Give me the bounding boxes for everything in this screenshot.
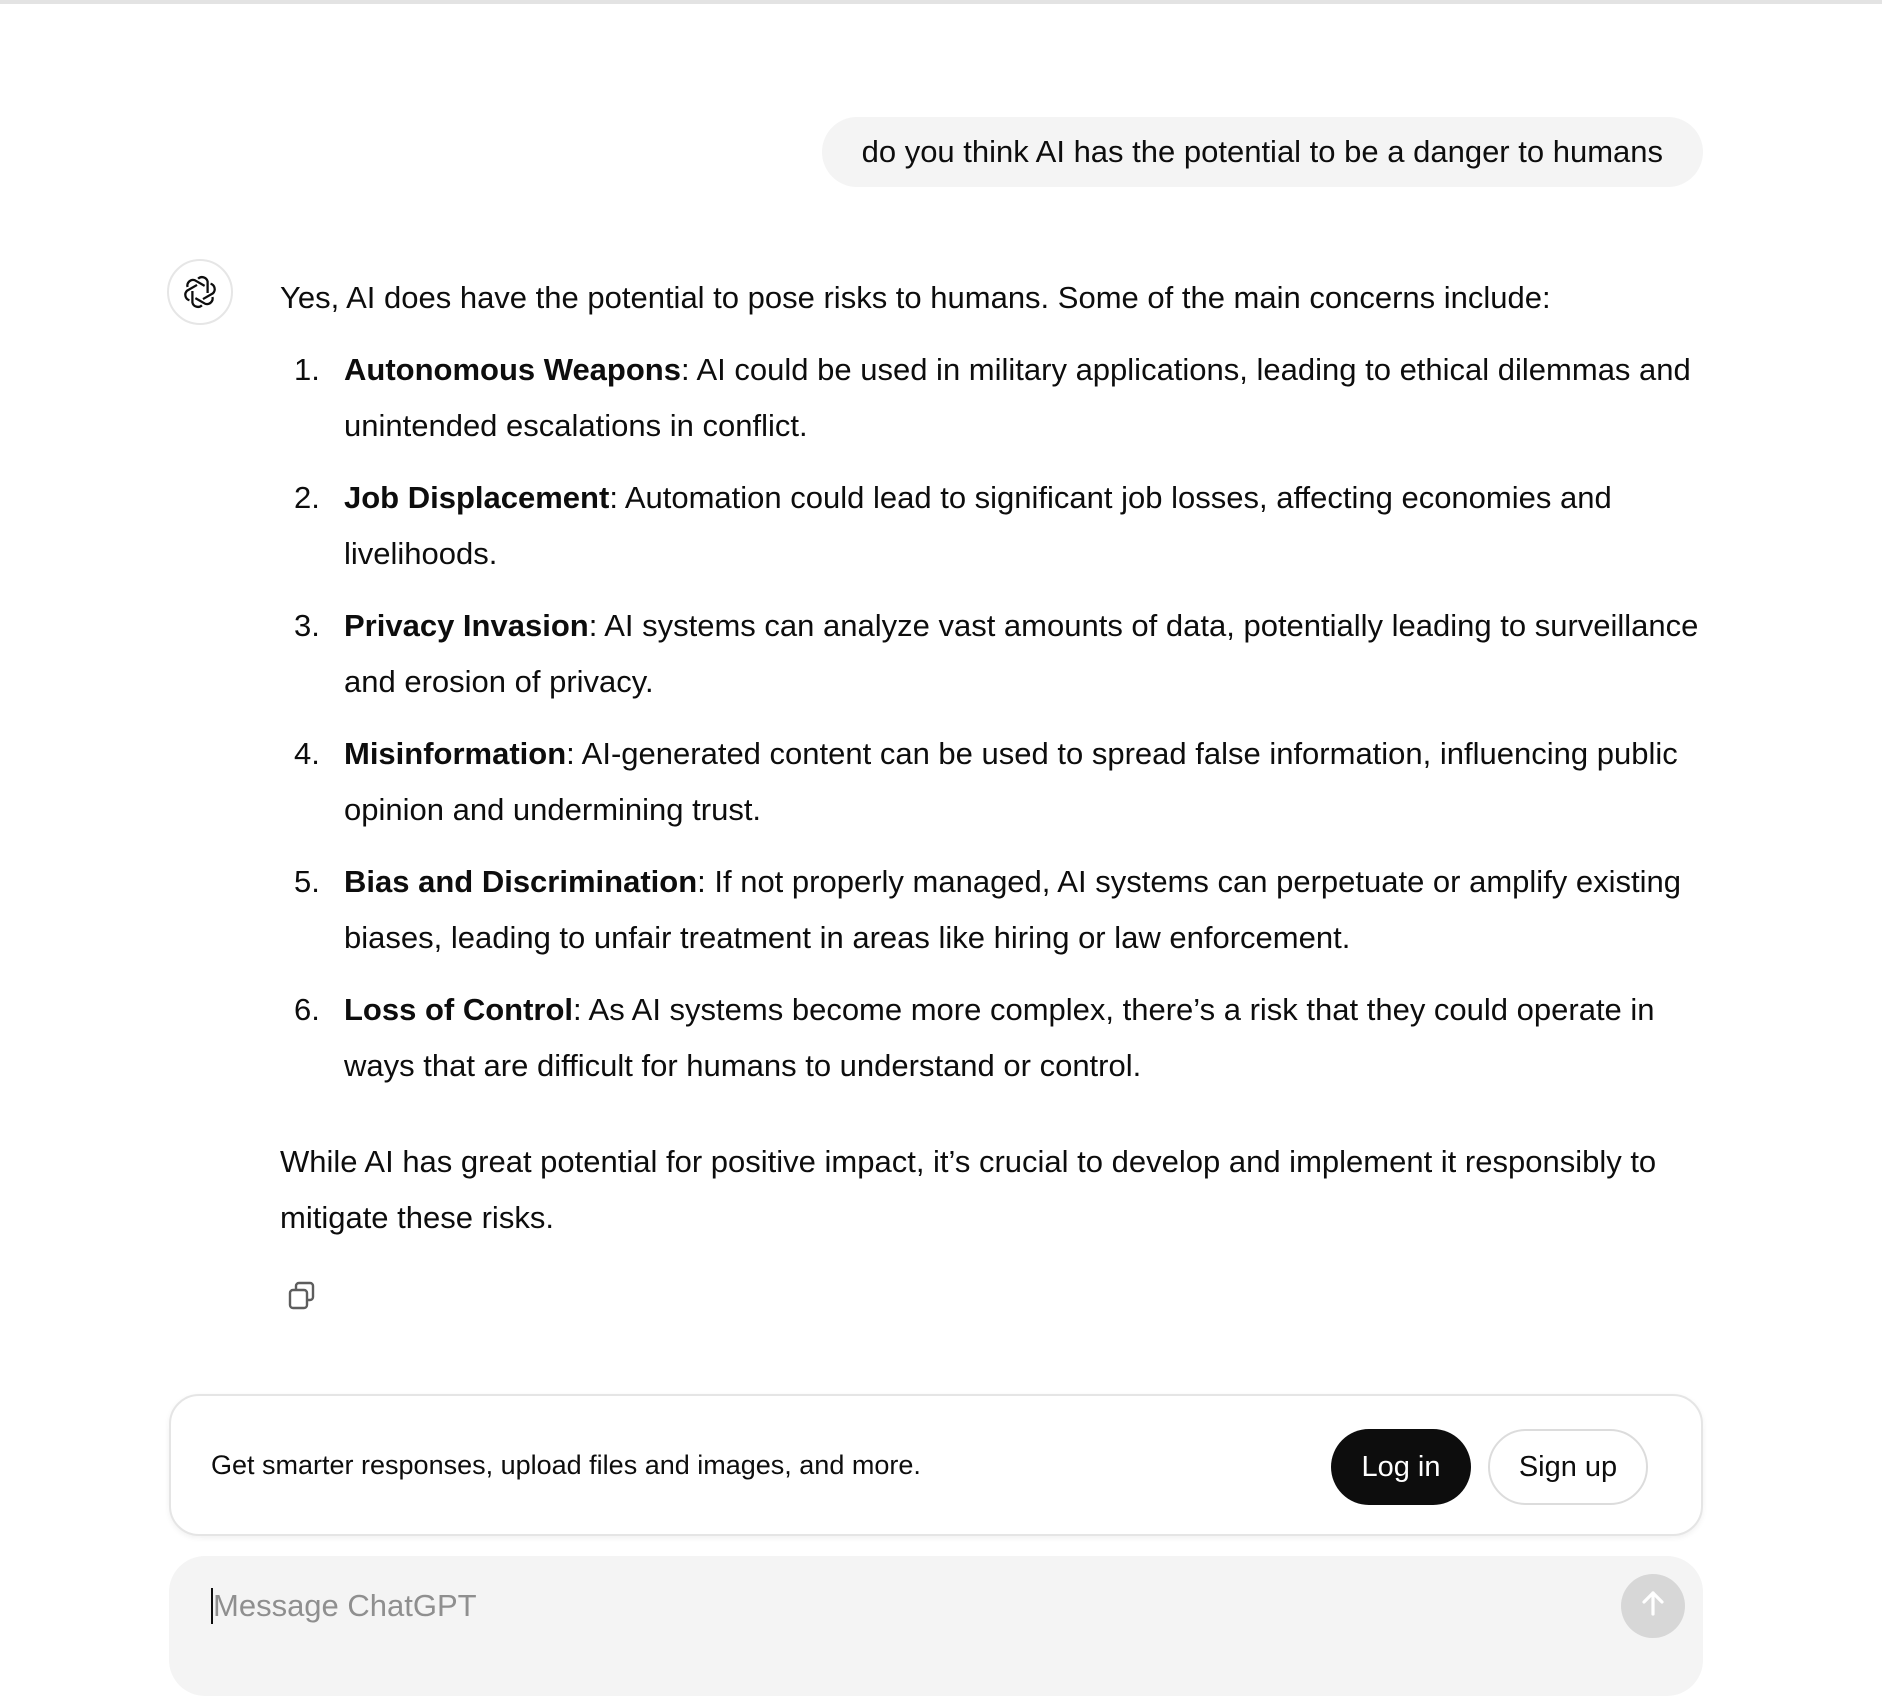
list-item-text: : If not properly managed, AI systems can perpetuate or amplify existing biases, leading to unfair treatment in areas like hiring or law enforcement. — [344, 864, 1682, 955]
list-item — [280, 470, 1710, 582]
concern-list — [280, 342, 1710, 1094]
list-item-title: Autonomous Weapons — [344, 352, 681, 387]
message-input[interactable] — [213, 1584, 1513, 1628]
list-item-number: 5. — [294, 864, 320, 899]
list-item-title: Job Displacement — [344, 480, 610, 515]
list-item-title: Bias and Discrimination — [344, 864, 698, 899]
login-button[interactable]: Log in — [1331, 1429, 1471, 1505]
list-item-text: : AI systems can analyze vast amounts of data, potentially leading to surveillance and erosion of privacy. — [344, 608, 1699, 699]
list-item — [280, 598, 1710, 710]
list-item-number: 3. — [294, 608, 320, 643]
login-banner — [169, 1394, 1703, 1536]
list-item-number: 2. — [294, 480, 320, 515]
list-item-number: 1. — [294, 352, 320, 387]
assistant-intro: Yes, AI does have the potential to pose risks to humans. Some of the main concerns include: — [280, 280, 1551, 315]
list-item — [280, 726, 1710, 838]
signup-button[interactable]: Sign up — [1488, 1429, 1648, 1505]
top-divider — [0, 0, 1882, 4]
message-composer — [169, 1556, 1703, 1696]
list-item-title: Misinformation — [344, 736, 567, 771]
copy-icon — [285, 1279, 319, 1313]
assistant-avatar — [167, 259, 233, 325]
assistant-message — [280, 270, 1710, 1246]
list-item-title: Privacy Invasion — [344, 608, 589, 643]
banner-text: Get smarter responses, upload files and images, and more. — [211, 1449, 921, 1480]
list-item-number: 4. — [294, 736, 320, 771]
assistant-outro: While AI has great potential for positive impact, it’s crucial to develop and implement it responsibly to mitigate these risks. — [280, 1144, 1657, 1235]
list-item-text: : Automation could lead to significant job losses, affecting economies and livelihoods. — [344, 480, 1612, 571]
list-item — [280, 342, 1710, 454]
copy-button[interactable] — [282, 1276, 322, 1316]
list-item-text: : AI could be used in military applications, leading to ethical dilemmas and unintended escalations in conflict. — [344, 352, 1691, 443]
list-item-number: 6. — [294, 992, 320, 1027]
list-item — [280, 982, 1710, 1094]
list-item-text: : As AI systems become more complex, there’s a risk that they could operate in ways that are difficult for humans to understand or control. — [344, 992, 1655, 1083]
list-item — [280, 854, 1710, 966]
send-button[interactable] — [1621, 1574, 1685, 1638]
arrow-up-icon — [1638, 1588, 1668, 1618]
user-message-text: do you think AI has the potential to be a danger to humans — [861, 134, 1663, 169]
user-message-bubble — [822, 117, 1703, 187]
list-item-text: : AI-generated content can be used to spread false information, influencing public opinion and undermining trust. — [344, 736, 1678, 827]
list-item-title: Loss of Control — [344, 992, 574, 1027]
openai-logo-icon — [181, 273, 219, 311]
